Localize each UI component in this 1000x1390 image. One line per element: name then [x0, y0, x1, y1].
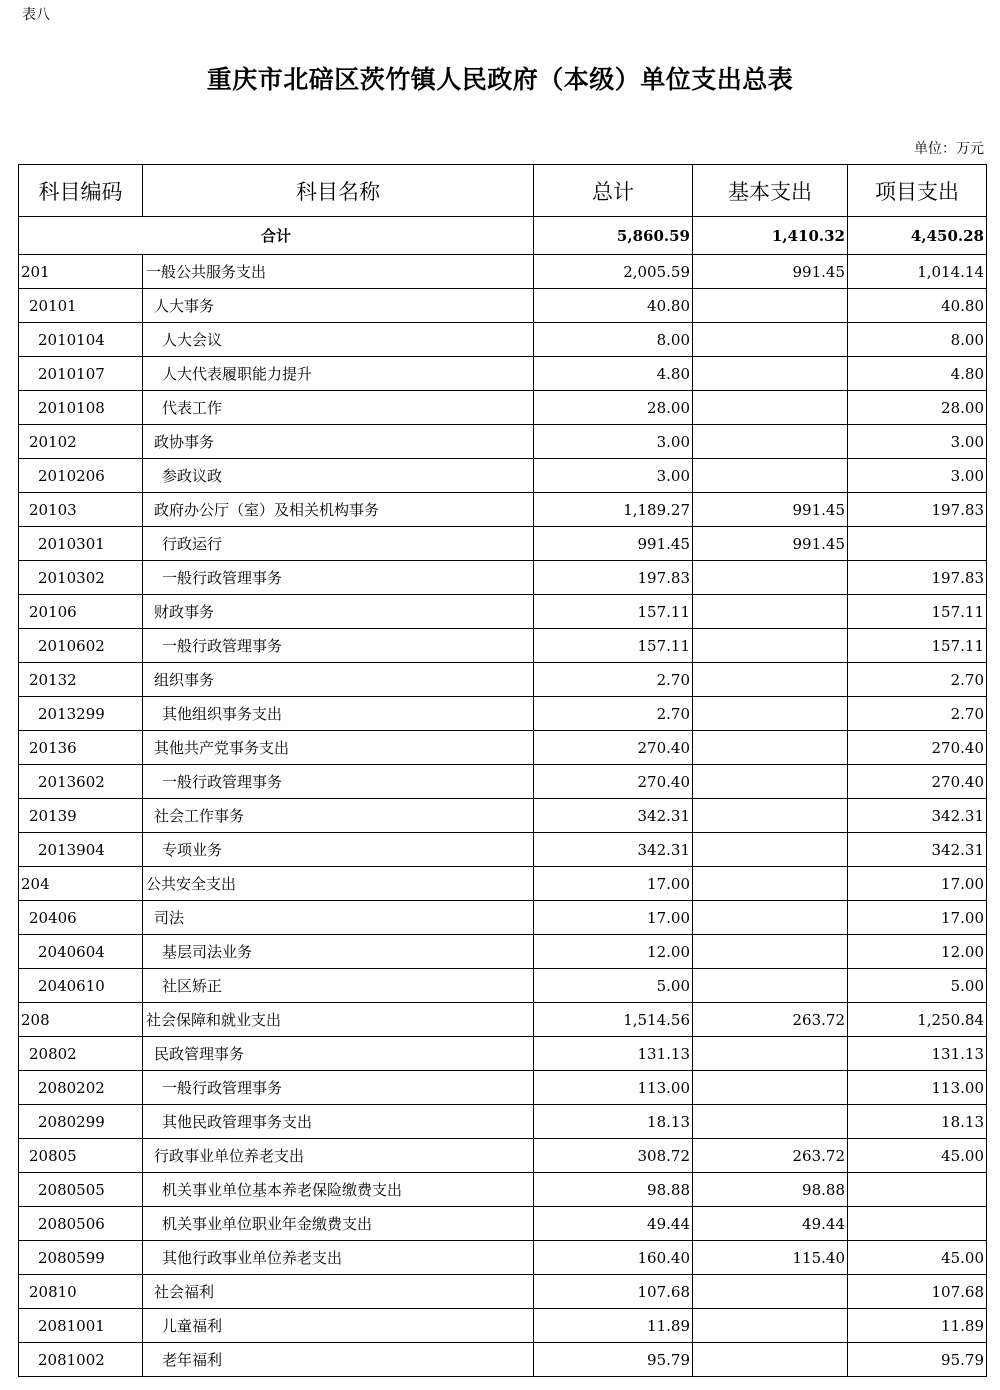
row-basic: 49.44 — [693, 1207, 848, 1241]
row-code: 20802 — [19, 1037, 143, 1071]
total-basic: 1,410.32 — [693, 217, 848, 255]
row-project: 17.00 — [848, 867, 987, 901]
col-header-total: 总计 — [534, 165, 693, 217]
row-basic — [693, 867, 848, 901]
table-row — [19, 1037, 987, 1071]
row-total: 157.11 — [534, 629, 693, 663]
row-total: 3.00 — [534, 459, 693, 493]
row-total: 28.00 — [534, 391, 693, 425]
row-total: 270.40 — [534, 731, 693, 765]
row-basic — [693, 1275, 848, 1309]
row-total: 2,005.59 — [534, 255, 693, 289]
row-basic: 263.72 — [693, 1003, 848, 1037]
row-name: 儿童福利 — [143, 1309, 534, 1343]
row-project: 342.31 — [848, 799, 987, 833]
table-row — [19, 459, 987, 493]
table-row — [19, 901, 987, 935]
row-basic — [693, 901, 848, 935]
table-row — [19, 1139, 987, 1173]
row-project — [848, 1207, 987, 1241]
row-project: 8.00 — [848, 323, 987, 357]
table-row — [19, 1071, 987, 1105]
row-total: 1,189.27 — [534, 493, 693, 527]
row-name: 机关事业单位基本养老保险缴费支出 — [143, 1173, 534, 1207]
row-basic: 991.45 — [693, 493, 848, 527]
row-project: 45.00 — [848, 1139, 987, 1173]
row-name: 一般行政管理事务 — [143, 765, 534, 799]
table-row — [19, 731, 987, 765]
table-row — [19, 1275, 987, 1309]
row-code: 204 — [19, 867, 143, 901]
row-project: 28.00 — [848, 391, 987, 425]
col-header-name: 科目名称 — [143, 165, 534, 217]
row-code: 2010108 — [19, 391, 143, 425]
row-name: 人大事务 — [143, 289, 534, 323]
row-name: 一般公共服务支出 — [143, 255, 534, 289]
row-name: 公共安全支出 — [143, 867, 534, 901]
row-project: 113.00 — [848, 1071, 987, 1105]
row-code: 2080299 — [19, 1105, 143, 1139]
row-name: 基层司法业务 — [143, 935, 534, 969]
table-row — [19, 1309, 987, 1343]
row-project: 197.83 — [848, 493, 987, 527]
row-name: 代表工作 — [143, 391, 534, 425]
row-name: 老年福利 — [143, 1343, 534, 1377]
row-name: 其他共产党事务支出 — [143, 731, 534, 765]
row-basic: 991.45 — [693, 255, 848, 289]
row-basic — [693, 833, 848, 867]
row-code: 20810 — [19, 1275, 143, 1309]
row-project: 1,250.84 — [848, 1003, 987, 1037]
row-basic — [693, 935, 848, 969]
row-basic — [693, 1071, 848, 1105]
table-row — [19, 1343, 987, 1377]
row-basic — [693, 1309, 848, 1343]
row-code: 201 — [19, 255, 143, 289]
row-basic — [693, 391, 848, 425]
row-basic — [693, 765, 848, 799]
table-row — [19, 1003, 987, 1037]
row-project: 270.40 — [848, 731, 987, 765]
row-basic — [693, 799, 848, 833]
row-code: 2040604 — [19, 935, 143, 969]
row-project: 12.00 — [848, 935, 987, 969]
row-project: 17.00 — [848, 901, 987, 935]
table-row — [19, 595, 987, 629]
row-basic — [693, 1343, 848, 1377]
table-row — [19, 765, 987, 799]
row-total: 308.72 — [534, 1139, 693, 1173]
table-row — [19, 561, 987, 595]
table-row — [19, 289, 987, 323]
row-basic — [693, 731, 848, 765]
row-name: 专项业务 — [143, 833, 534, 867]
row-project: 1,014.14 — [848, 255, 987, 289]
row-basic — [693, 561, 848, 595]
total-row — [19, 217, 987, 255]
row-basic: 98.88 — [693, 1173, 848, 1207]
total-project: 4,450.28 — [848, 217, 987, 255]
table-body — [19, 217, 987, 1377]
row-project: 197.83 — [848, 561, 987, 595]
row-total: 197.83 — [534, 561, 693, 595]
table-row — [19, 1207, 987, 1241]
row-basic — [693, 629, 848, 663]
row-code: 2010602 — [19, 629, 143, 663]
row-total: 11.89 — [534, 1309, 693, 1343]
row-basic — [693, 1037, 848, 1071]
row-code: 20106 — [19, 595, 143, 629]
col-header-basic: 基本支出 — [693, 165, 848, 217]
row-code: 2080505 — [19, 1173, 143, 1207]
row-total: 5.00 — [534, 969, 693, 1003]
row-total: 270.40 — [534, 765, 693, 799]
table-row — [19, 425, 987, 459]
table-row — [19, 1173, 987, 1207]
row-code: 20139 — [19, 799, 143, 833]
row-code: 2081001 — [19, 1309, 143, 1343]
row-name: 财政事务 — [143, 595, 534, 629]
row-code: 2013602 — [19, 765, 143, 799]
col-header-project: 项目支出 — [848, 165, 987, 217]
row-basic — [693, 1105, 848, 1139]
row-total: 17.00 — [534, 901, 693, 935]
row-name: 参政议政 — [143, 459, 534, 493]
row-total: 8.00 — [534, 323, 693, 357]
row-project: 2.70 — [848, 697, 987, 731]
row-name: 行政事业单位养老支出 — [143, 1139, 534, 1173]
row-total: 342.31 — [534, 833, 693, 867]
row-project: 2.70 — [848, 663, 987, 697]
row-code: 2013299 — [19, 697, 143, 731]
row-project: 45.00 — [848, 1241, 987, 1275]
table-row — [19, 357, 987, 391]
row-basic: 263.72 — [693, 1139, 848, 1173]
row-name: 社会保障和就业支出 — [143, 1003, 534, 1037]
row-total: 49.44 — [534, 1207, 693, 1241]
row-basic — [693, 289, 848, 323]
row-project: 4.80 — [848, 357, 987, 391]
row-code: 2013904 — [19, 833, 143, 867]
row-name: 其他民政管理事务支出 — [143, 1105, 534, 1139]
table-row — [19, 391, 987, 425]
row-code: 2010301 — [19, 527, 143, 561]
row-code: 2081002 — [19, 1343, 143, 1377]
row-total: 131.13 — [534, 1037, 693, 1071]
row-name: 社会福利 — [143, 1275, 534, 1309]
row-code: 20136 — [19, 731, 143, 765]
row-project: 95.79 — [848, 1343, 987, 1377]
row-code: 20102 — [19, 425, 143, 459]
table-row — [19, 527, 987, 561]
table-row — [19, 629, 987, 663]
row-name: 一般行政管理事务 — [143, 1071, 534, 1105]
row-code: 2010104 — [19, 323, 143, 357]
row-basic — [693, 357, 848, 391]
row-project: 11.89 — [848, 1309, 987, 1343]
row-name: 人大会议 — [143, 323, 534, 357]
row-project: 157.11 — [848, 595, 987, 629]
row-total: 18.13 — [534, 1105, 693, 1139]
expenditure-table — [18, 164, 987, 1377]
row-code: 2080599 — [19, 1241, 143, 1275]
row-name: 其他行政事业单位养老支出 — [143, 1241, 534, 1275]
row-project: 270.40 — [848, 765, 987, 799]
row-basic — [693, 459, 848, 493]
table-row — [19, 255, 987, 289]
row-name: 行政运行 — [143, 527, 534, 561]
row-project: 3.00 — [848, 459, 987, 493]
table-row — [19, 663, 987, 697]
row-total: 4.80 — [534, 357, 693, 391]
row-name: 司法 — [143, 901, 534, 935]
table-row — [19, 1241, 987, 1275]
row-code: 20132 — [19, 663, 143, 697]
row-total: 3.00 — [534, 425, 693, 459]
row-basic: 991.45 — [693, 527, 848, 561]
unit-label: 单位：万元 — [914, 141, 984, 157]
row-basic: 115.40 — [693, 1241, 848, 1275]
row-name: 民政管理事务 — [143, 1037, 534, 1071]
row-total: 107.68 — [534, 1275, 693, 1309]
table-row — [19, 323, 987, 357]
row-code: 20805 — [19, 1139, 143, 1173]
row-project — [848, 527, 987, 561]
row-code: 208 — [19, 1003, 143, 1037]
row-project: 18.13 — [848, 1105, 987, 1139]
row-project: 107.68 — [848, 1275, 987, 1309]
row-total: 40.80 — [534, 289, 693, 323]
table-row — [19, 969, 987, 1003]
row-basic — [693, 663, 848, 697]
row-basic — [693, 323, 848, 357]
row-basic — [693, 595, 848, 629]
table-number: 表八 — [22, 7, 50, 23]
header-row — [19, 165, 987, 217]
row-name: 人大代表履职能力提升 — [143, 357, 534, 391]
table-row — [19, 833, 987, 867]
row-total: 95.79 — [534, 1343, 693, 1377]
row-name: 一般行政管理事务 — [143, 561, 534, 595]
row-project: 5.00 — [848, 969, 987, 1003]
table-row — [19, 1105, 987, 1139]
row-code: 2080506 — [19, 1207, 143, 1241]
row-total: 2.70 — [534, 697, 693, 731]
row-total: 12.00 — [534, 935, 693, 969]
total-total: 5,860.59 — [534, 217, 693, 255]
row-total: 113.00 — [534, 1071, 693, 1105]
row-name: 一般行政管理事务 — [143, 629, 534, 663]
row-name: 组织事务 — [143, 663, 534, 697]
row-project: 3.00 — [848, 425, 987, 459]
row-basic — [693, 425, 848, 459]
row-code: 2010302 — [19, 561, 143, 595]
row-code: 2010206 — [19, 459, 143, 493]
row-total: 342.31 — [534, 799, 693, 833]
page-title: 重庆市北碚区茨竹镇人民政府（本级）单位支出总表 — [206, 65, 794, 94]
row-name: 政府办公厅（室）及相关机构事务 — [143, 493, 534, 527]
row-total: 2.70 — [534, 663, 693, 697]
row-total: 160.40 — [534, 1241, 693, 1275]
table-row — [19, 493, 987, 527]
row-total: 991.45 — [534, 527, 693, 561]
row-project: 157.11 — [848, 629, 987, 663]
row-code: 20101 — [19, 289, 143, 323]
row-project: 40.80 — [848, 289, 987, 323]
row-name: 其他组织事务支出 — [143, 697, 534, 731]
table-row — [19, 935, 987, 969]
row-basic — [693, 969, 848, 1003]
col-header-code: 科目编码 — [19, 165, 143, 217]
row-basic — [693, 697, 848, 731]
table-row — [19, 799, 987, 833]
row-code: 20103 — [19, 493, 143, 527]
row-code: 2080202 — [19, 1071, 143, 1105]
row-code: 2010107 — [19, 357, 143, 391]
row-total: 1,514.56 — [534, 1003, 693, 1037]
row-total: 98.88 — [534, 1173, 693, 1207]
row-code: 2040610 — [19, 969, 143, 1003]
row-project: 131.13 — [848, 1037, 987, 1071]
row-name: 社区矫正 — [143, 969, 534, 1003]
total-label: 合计 — [19, 217, 534, 255]
row-name: 政协事务 — [143, 425, 534, 459]
row-name: 社会工作事务 — [143, 799, 534, 833]
table-row — [19, 697, 987, 731]
row-code: 20406 — [19, 901, 143, 935]
row-project: 342.31 — [848, 833, 987, 867]
row-total: 17.00 — [534, 867, 693, 901]
table-row — [19, 867, 987, 901]
row-total: 157.11 — [534, 595, 693, 629]
row-name: 机关事业单位职业年金缴费支出 — [143, 1207, 534, 1241]
row-project — [848, 1173, 987, 1207]
